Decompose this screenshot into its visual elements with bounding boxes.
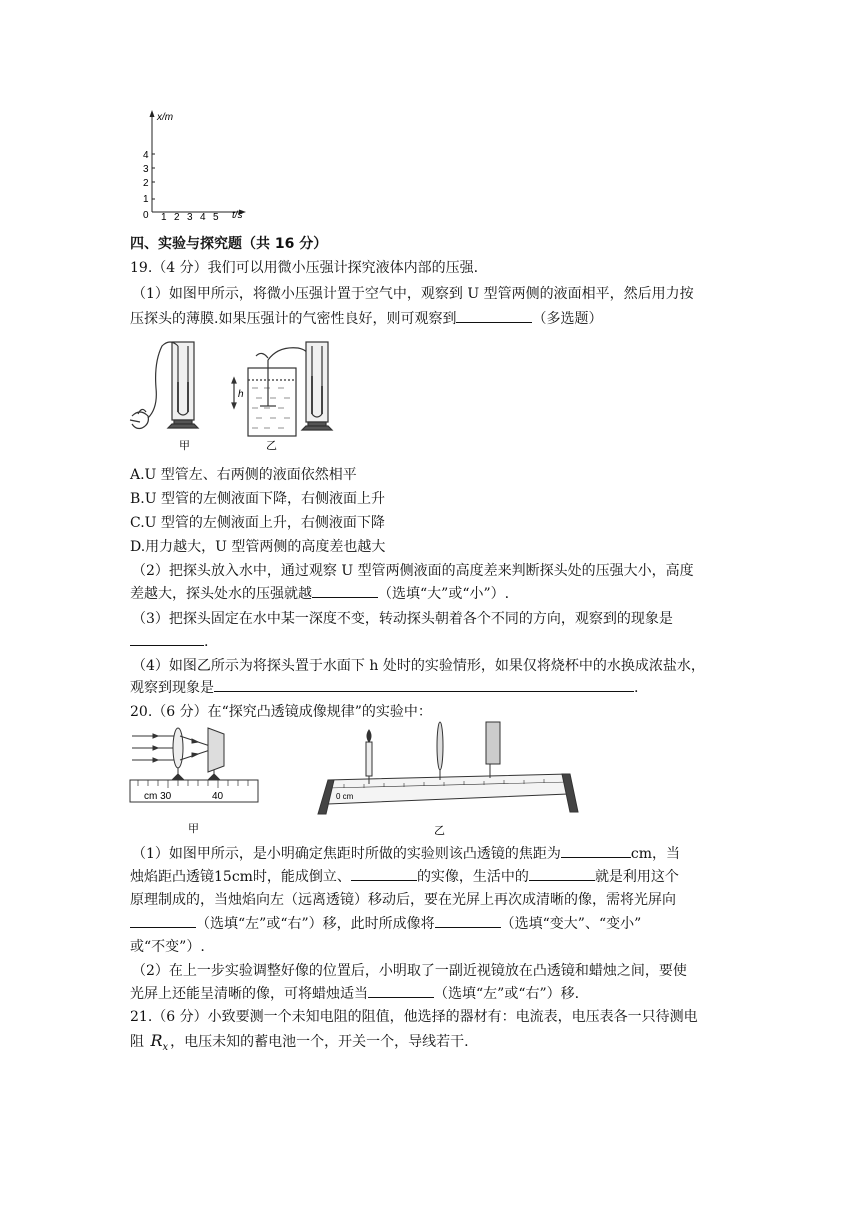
- x-tick-3: 3: [187, 212, 193, 220]
- q20-answer-blank-5[interactable]: [435, 913, 501, 928]
- pressure-gauge-b: [232, 342, 332, 436]
- xt-graph: [140, 108, 260, 220]
- q20-p1-line2: [130, 866, 679, 888]
- q20-answer-blank-3[interactable]: [529, 866, 595, 881]
- q20-figure-a: [128, 722, 260, 836]
- x-tick-2: 2: [174, 212, 180, 220]
- q20-p2-text-b: （选填“左”或“右”）移.: [434, 986, 580, 1002]
- q21-text-b: ，电压未知的蓄电池一个，开关一个，导线若干.: [170, 1034, 469, 1050]
- q19-answer-blank-2[interactable]: [312, 583, 378, 598]
- screen: [208, 728, 224, 772]
- q19-p4-text-a: 观察到现象是: [130, 680, 214, 696]
- q20-p2-line1: （2）在上一步实验调整好像的位置后，小明取了一副近视镜放在凸透镜和蜡烛之间，要使: [132, 963, 687, 979]
- q19-option-b: B.U 型管的左侧液面下降，右侧液面上升: [130, 491, 385, 507]
- q20-p1-text-e: 的实像，生活中的: [416, 869, 529, 885]
- q20-figure-b: [314, 718, 582, 838]
- q20-p1-text-d: 时，能成倒立、: [252, 869, 351, 885]
- q20-p1-text-a: （1）如图甲所示，是小明确定焦距时所做的实验则该凸透镜的焦距为: [132, 846, 561, 862]
- q19-p3-line1: （3）把探头固定在水中某一深度不变，转动探头朝着各个不同的方向，观察到的现象是: [132, 611, 673, 627]
- fig-a-label: 甲: [188, 823, 199, 835]
- q19-p2-line1: （2）把探头放入水中，通过观察 U 型管两侧液面的高度差来判断探头处的压强大小，高度: [132, 563, 694, 579]
- y-tick-4: 4: [143, 150, 149, 161]
- q20-p1-text-h: （选填“变大”、“变小”: [500, 916, 642, 932]
- q19-p1-line2: [130, 308, 602, 330]
- q19-p3-line2: [130, 631, 208, 653]
- x-tick-4: 4: [200, 212, 206, 220]
- q20-p2-text-a: 光屏上还能呈清晰的像，可将蜡烛适当: [130, 986, 368, 1002]
- q19-p4-line2: [130, 677, 638, 699]
- y-tick-3: 3: [143, 164, 149, 175]
- q19-answer-blank-4[interactable]: [214, 677, 634, 692]
- optical-bench: [328, 774, 568, 804]
- ruler-a-label-40: 40: [212, 791, 224, 802]
- q20-p1-text-f: 就是利用这个: [594, 869, 679, 885]
- q19-option-d: D.用力越大，U 型管两侧的高度差也越大: [130, 539, 386, 555]
- y-tick-2: 2: [143, 178, 149, 189]
- q19-option-c: C.U 型管的左侧液面上升，右侧液面下降: [130, 515, 385, 531]
- y-axis-label: x/m: [157, 112, 174, 123]
- q20-answer-blank-6[interactable]: [368, 983, 434, 998]
- y-ticks: [143, 150, 155, 205]
- q19-p2-text-a: 差越大，探头处水的压强就越: [130, 586, 312, 602]
- x-tick-1: 1: [161, 212, 167, 220]
- y-tick-1: 1: [143, 194, 149, 205]
- q19-answer-blank-3[interactable]: [130, 631, 204, 646]
- q19-p2-text-b: （选填“大”或“小”）.: [378, 586, 510, 602]
- q19-p1-text-a: 压探头的薄膜.如果压强计的气密性良好，则可观察到: [130, 311, 457, 327]
- q19-p1-text-b: （多选题）: [532, 311, 603, 327]
- origin-label: 0: [143, 210, 149, 220]
- resistor-symbol: [150, 1031, 169, 1054]
- ruler-b-label: 0 cm: [336, 792, 354, 801]
- q19-p1-line1: （1）如图甲所示，将微小压强计置于空气中，观察到 U 型管两侧的液面相平，然后用力按: [132, 286, 694, 302]
- q20-answer-blank-4[interactable]: [130, 913, 196, 928]
- pressure-gauge-a: [130, 342, 198, 429]
- q20-p1-text-g: （选填“左”或“右”）移，此时所成像将: [196, 916, 435, 932]
- fig-h-label: h: [238, 389, 244, 400]
- q20-p1-line3: 原理制成的，当烛焰向左（远离透镜）移动后，要在光屏上再次成清晰的像，需将光屏向: [130, 892, 676, 908]
- q21-line1: 21.（6 分）小致要测一个未知电阻的阻值，他选择的器材有：电流表，电压表各一只待测电: [130, 1009, 698, 1025]
- q20-p2-line2: [130, 983, 579, 1005]
- x-axis-label: t/s: [232, 210, 243, 220]
- fig-b-label: 乙: [266, 440, 277, 452]
- ruler-a-label-30: cm 30: [144, 791, 172, 802]
- fig-b-label: 乙: [434, 825, 445, 837]
- q19-intro: 19.（4 分）我们可以用微小压强计探究液体内部的压强.: [130, 260, 479, 276]
- screen-b: [486, 722, 500, 778]
- q19-figure: [128, 336, 338, 454]
- q21-text-a: 阻: [130, 1034, 144, 1050]
- q20-intro: 20.（6 分）在“探究凸透镜成像规律”的实验中：: [130, 704, 432, 720]
- q19-option-a: A.U 型管左、右两侧的液面依然相平: [130, 467, 357, 483]
- q20-p1-line4: [130, 913, 641, 935]
- x-ticks: [161, 212, 219, 220]
- x-tick-5: 5: [213, 212, 219, 220]
- resistor-sub: x: [162, 1042, 169, 1054]
- q19-p2-line2: [130, 583, 509, 605]
- q20-p1-text-b: cm，当: [630, 846, 681, 862]
- q19-p4-end: .: [634, 680, 639, 696]
- q20-answer-blank-2[interactable]: [351, 866, 417, 881]
- q20-p1-text-c: 烛焰距凸透镜: [130, 869, 214, 885]
- q20-distance: 15cm: [214, 869, 253, 885]
- q19-answer-blank-1[interactable]: [456, 308, 532, 323]
- q21-line2: [130, 1030, 469, 1059]
- section-title: 四、实验与探究题（共 16 分）: [130, 236, 328, 252]
- q19-p3-end: .: [204, 634, 209, 650]
- fig-a-label: 甲: [179, 440, 190, 452]
- q20-p1-line1: [132, 843, 680, 865]
- candle: [366, 730, 372, 784]
- convex-lens: [173, 728, 183, 768]
- q19-p4-line1: （4）如图乙所示为将探头置于水面下 h 处时的实验情形，如果仅将烧杯中的水换成浓盐水，: [132, 658, 705, 674]
- q20-p1-line5: 或“不变”）.: [130, 939, 205, 955]
- resistor-r: R: [150, 1031, 163, 1050]
- lens-b: [437, 722, 443, 780]
- q20-answer-blank-1[interactable]: [561, 843, 631, 858]
